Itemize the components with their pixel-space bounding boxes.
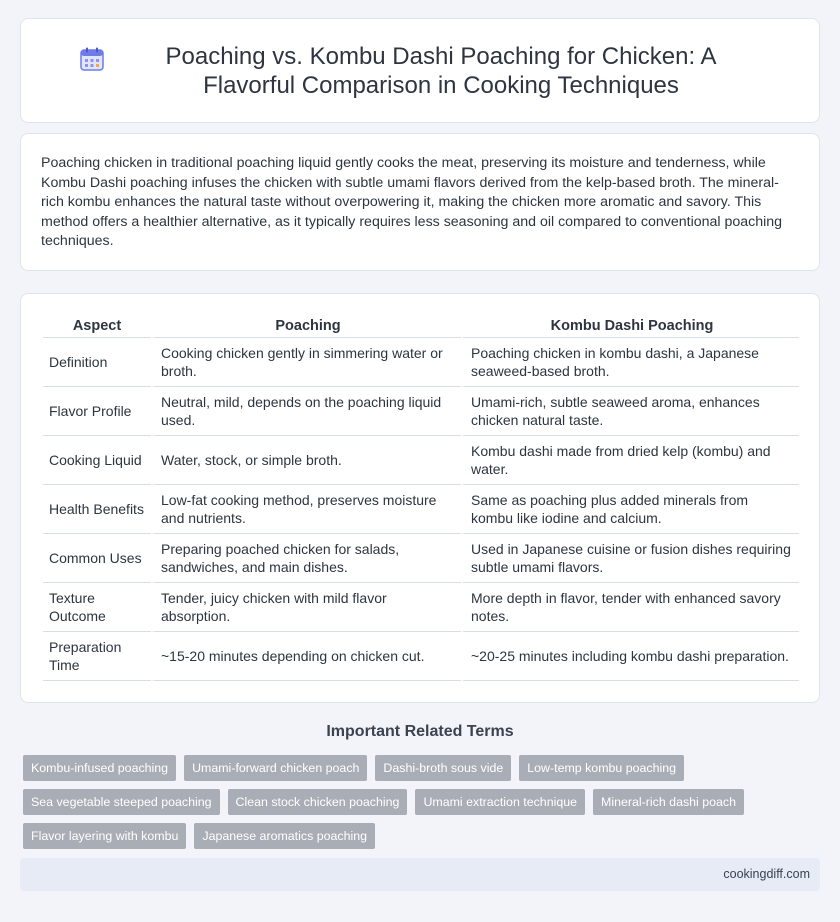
related-term-tag[interactable]: Sea vegetable steeped poaching bbox=[23, 789, 220, 815]
table-row bbox=[43, 632, 799, 681]
related-term-tag[interactable]: Japanese aromatics poaching bbox=[194, 823, 375, 849]
cell-kombu: ~20-25 minutes including kombu dashi preparation. bbox=[461, 632, 799, 681]
comparison-table-card bbox=[20, 293, 820, 703]
page-title: Poaching vs. Kombu Dashi Poaching for Chicken: A Flavorful Comparison in Cooking Techniques bbox=[165, 42, 717, 99]
related-term-tag[interactable]: Dashi-broth sous vide bbox=[375, 755, 511, 781]
related-term-tag[interactable]: Kombu-infused poaching bbox=[23, 755, 176, 781]
cell-poaching: Low-fat cooking method, preserves moisture and nutrients. bbox=[151, 485, 461, 534]
header-aspect: Aspect bbox=[43, 312, 151, 338]
related-term-tag[interactable]: Mineral-rich dashi poach bbox=[593, 789, 744, 815]
intro-paragraph: Poaching chicken in traditional poaching liquid gently cooks the meat, preserving its moisture and tenderness, while Kombu Dashi poaching infuses the chicken with subtle umami flavors derived from the kelp-based broth. The mineral-rich kombu enhances the natural taste without overpowering it, making the chicken more aromatic and savory. This method offers a healthier alternative, as it typically requires less seasoning and oil compared to conventional poaching techniques. bbox=[41, 155, 783, 250]
related-term-tag[interactable]: Umami extraction technique bbox=[415, 789, 585, 815]
related-terms-title: Important Related Terms bbox=[326, 723, 514, 740]
table-row bbox=[43, 485, 799, 534]
table-row bbox=[43, 338, 799, 387]
cell-aspect: Common Uses bbox=[43, 534, 151, 583]
header-kombu-dashi-poaching: Kombu Dashi Poaching bbox=[461, 312, 799, 338]
footer bbox=[20, 858, 820, 891]
related-term-tag[interactable]: Flavor layering with kombu bbox=[23, 823, 186, 849]
calendar-icon bbox=[79, 46, 105, 72]
cell-aspect: Flavor Profile bbox=[43, 387, 151, 436]
table-row bbox=[43, 534, 799, 583]
cell-aspect: Definition bbox=[43, 338, 151, 387]
related-term-tag[interactable]: Umami-forward chicken poach bbox=[184, 755, 367, 781]
cell-poaching: ~15-20 minutes depending on chicken cut. bbox=[151, 632, 461, 681]
title-card bbox=[20, 18, 820, 123]
cell-aspect: Texture Outcome bbox=[43, 583, 151, 632]
cell-poaching: Water, stock, or simple broth. bbox=[151, 436, 461, 485]
related-term-tag[interactable]: Low-temp kombu poaching bbox=[519, 755, 684, 781]
cell-poaching: Neutral, mild, depends on the poaching liquid used. bbox=[151, 387, 461, 436]
table-row bbox=[43, 387, 799, 436]
header-poaching: Poaching bbox=[151, 312, 461, 338]
comparison-table bbox=[43, 312, 799, 681]
cell-kombu: Umami-rich, subtle seaweed aroma, enhances chicken natural taste. bbox=[461, 387, 799, 436]
table-header-row bbox=[43, 312, 799, 338]
cell-aspect: Preparation Time bbox=[43, 632, 151, 681]
table-row bbox=[43, 436, 799, 485]
footer-site-link[interactable]: cookingdiff.com bbox=[723, 867, 810, 881]
intro-card bbox=[20, 133, 820, 271]
cell-aspect: Cooking Liquid bbox=[43, 436, 151, 485]
cell-poaching: Preparing poached chicken for salads, sandwiches, and main dishes. bbox=[151, 534, 461, 583]
related-terms-tags bbox=[23, 755, 823, 849]
related-term-tag[interactable]: Clean stock chicken poaching bbox=[228, 789, 408, 815]
cell-poaching: Cooking chicken gently in simmering water or broth. bbox=[151, 338, 461, 387]
cell-kombu: Kombu dashi made from dried kelp (kombu) and water. bbox=[461, 436, 799, 485]
cell-aspect: Health Benefits bbox=[43, 485, 151, 534]
cell-poaching: Tender, juicy chicken with mild flavor absorption. bbox=[151, 583, 461, 632]
title-wrap bbox=[39, 42, 801, 100]
cell-kombu: More depth in flavor, tender with enhanced savory notes. bbox=[461, 583, 799, 632]
cell-kombu: Used in Japanese cuisine or fusion dishes requiring subtle umami flavors. bbox=[461, 534, 799, 583]
table-row bbox=[43, 583, 799, 632]
cell-kombu: Poaching chicken in kombu dashi, a Japanese seaweed-based broth. bbox=[461, 338, 799, 387]
cell-kombu: Same as poaching plus added minerals from kombu like iodine and calcium. bbox=[461, 485, 799, 534]
